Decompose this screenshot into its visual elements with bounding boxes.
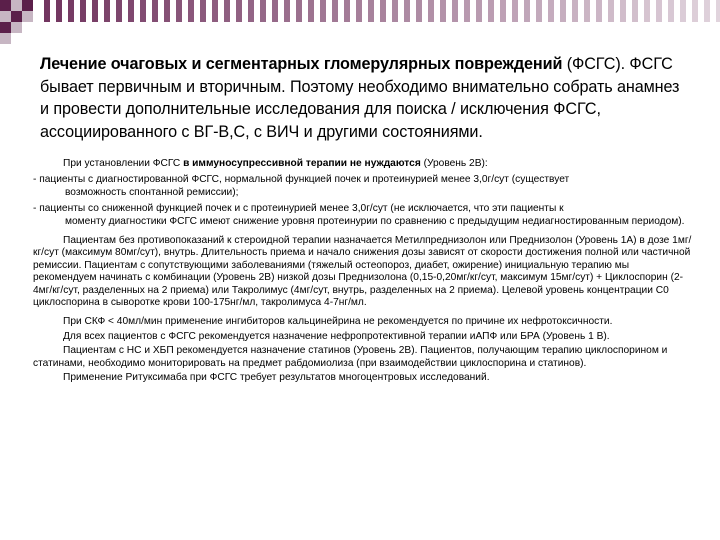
bar-stripe: [284, 0, 290, 22]
bar-stripe: [140, 0, 146, 22]
intro-text: При установлении ФСГС: [63, 158, 184, 169]
bar-stripe: [380, 0, 386, 22]
title-rest: (ФСГС). ФСГС бывает первичным и вторичным. Поэтому необходимо внимательно собрать анамнез и провести дополнительные исследования для поиска / исключения ФСГС, ассоциированного с ВГ-В,С, с ВИЧ и другими состояниями.: [40, 55, 680, 141]
bar-stripe: [296, 0, 302, 22]
bar-stripe: [416, 0, 422, 22]
bar-stripe: [152, 0, 158, 22]
paragraph-nephroprotection: Для всех пациентов с ФСГС рекомендуется назначение нефропротективной терапии иАПФ или БРА (Уровень 1 В).: [63, 330, 610, 342]
bar-stripe: [500, 0, 506, 22]
bar-stripe: [212, 0, 218, 22]
paragraph-steroids: [3, 235, 693, 309]
striped-header-bar: [0, 0, 720, 44]
bar-stripe: [704, 0, 710, 22]
bar-stripe: [404, 0, 410, 22]
bar-stripe: [644, 0, 650, 22]
bar-stripe: [476, 0, 482, 22]
bar-stripe: [608, 0, 614, 22]
bar-stripe: [548, 0, 554, 22]
bar-stripe: [428, 0, 434, 22]
list-item: [33, 174, 693, 199]
bar-stripe: [440, 0, 446, 22]
slide-body: [33, 158, 693, 385]
bar-stripe: [224, 0, 230, 22]
bar-stripe: [128, 0, 134, 22]
paragraph-statins: Пациентам с НС и ХБП рекомендуется назначение статинов (Уровень 2В). Пациентов, получающим терапию циклоспорином и статинами, необходимо мониторировать на предмет рабдомиолиза (при взаимодействии циклоспорина и статинов).: [33, 345, 668, 369]
bar-stripe: [200, 0, 206, 22]
bar-stripe: [164, 0, 170, 22]
bar-stripe: [248, 0, 254, 22]
bar-stripe: [680, 0, 686, 22]
bar-stripe: [656, 0, 662, 22]
bar-stripe: [464, 0, 470, 22]
bar-stripe: [536, 0, 542, 22]
bar-stripe: [584, 0, 590, 22]
list-item-text: - пациенты со сниженной функцией почек и с протеинурией менее 3,0г/сут (не исключается, что эти пациенты к: [33, 203, 564, 215]
paragraph-gfr: При СКФ < 40мл/мин применение ингибиторов кальцинейрина не рекомендуется по причине их нефротоксичности.: [63, 316, 613, 328]
bar-stripe: [56, 0, 62, 22]
intro-level: (Уровень 2В):: [420, 158, 488, 169]
bar-stripe: [668, 0, 674, 22]
bar-stripe: [392, 0, 398, 22]
bar-stripe: [512, 0, 518, 22]
bar-stripe: [116, 0, 122, 22]
bar-stripe: [560, 0, 566, 22]
bar-stripe: [344, 0, 350, 22]
bar-stripe: [488, 0, 494, 22]
bar-stripe: [524, 0, 530, 22]
bar-stripe: [80, 0, 86, 22]
bar-stripe: [308, 0, 314, 22]
bar-stripe: [572, 0, 578, 22]
paragraph-intro: [33, 158, 693, 170]
bar-stripe: [176, 0, 182, 22]
list-item: [33, 203, 693, 228]
title-bold: Лечение очаговых и сегментарных гломерулярных повреждений: [40, 55, 563, 73]
bar-stripe: [716, 0, 720, 22]
list-item-continuation: возможность спонтанной ремиссии);: [65, 186, 239, 198]
bar-stripe: [368, 0, 374, 22]
list-item-text: - пациенты с диагностированной ФСГС, нормальной функцией почек и протеинурией менее 3,0г/сут (существует: [33, 174, 570, 186]
bar-stripe: [356, 0, 362, 22]
bar-stripe: [596, 0, 602, 22]
bar-stripe: [332, 0, 338, 22]
bar-stripe: [320, 0, 326, 22]
bar-stripe: [620, 0, 626, 22]
list-item-continuation: моменту диагностики ФСГС имеют снижение уровня протеинурии по сравнению с предыдущим недиагностированным периодом).: [65, 215, 685, 227]
intro-bold: в иммуносупрессивной терапии не нуждаются: [183, 158, 421, 169]
bar-stripe: [188, 0, 194, 22]
bar-stripe: [260, 0, 266, 22]
slide-title: [40, 53, 690, 143]
bar-stripe: [104, 0, 110, 22]
bar-stripe: [452, 0, 458, 22]
bar-stripe: [68, 0, 74, 22]
bar-stripe: [236, 0, 242, 22]
bar-stripe: [44, 0, 50, 22]
bar-stripe: [692, 0, 698, 22]
paragraph-rituximab: Применение Ритуксимаба при ФСГС требует результатов многоцентровых исследований.: [63, 372, 490, 384]
paragraph-steroids-text: Пациентам без противопоказаний к стероидной терапии назначается Метилпреднизолон или Преднизолон (Уровень 1А) в дозе 1мг/кг/сут (максимум 80мг/сут), внутрь. Длительность приема и начало снижения дозы зависят от скорости достижения полной или частичной ремиссии. Пациентам с сопутствующими заболеваниями (тяжелый остеопороз, диабет, ожирение) инициальную терапию мы рекомендуем начинать с комбинации (Уровень 2В) низкой дозы Преднизолона (0,15-0,20мг/кг/сут, максимум 15мг/сут) + Циклоспорин (2-4мг/кг/сут, разделенных на 2 приема) или Такролимус (4мг/сут, внутрь, разделенных на 2 приема). Целевой уровень концентрации С0 циклоспорина в сыворотке крови 100-175нг/мл, такролимуса 4-7нг/мл.: [33, 235, 692, 309]
bar-stripe: [272, 0, 278, 22]
bar-stripe: [92, 0, 98, 22]
bar-stripe: [632, 0, 638, 22]
